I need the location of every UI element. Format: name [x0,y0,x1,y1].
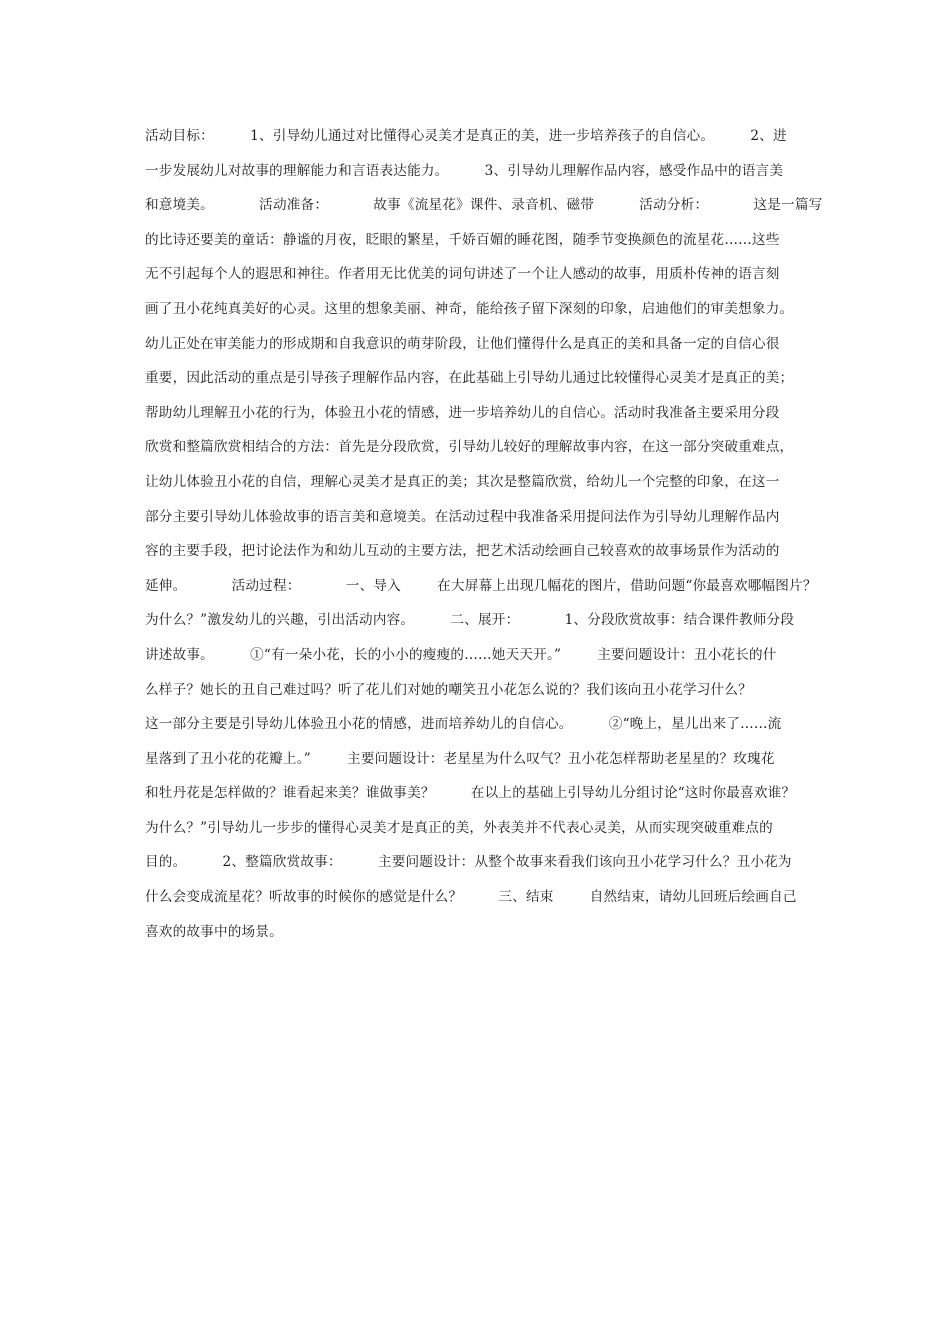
text-line: 帮助幼儿理解丑小花的行为，体验丑小花的情感，进一步培养幼儿的自信心。活动时我准备主要采用分段 [145,404,780,421]
text-line: 喜欢的故事中的场景。 [145,923,283,940]
text-line: 什么会变成流星花？听故事的时候你的感觉是什么？ 三、结束 自然结束，请幼儿回班后绘画自己 [145,889,797,906]
text-line: 这一部分主要是引导幼儿体验丑小花的情感，进而培养幼儿的自信心。 ②“晚上，星儿出来了……流 [145,716,782,733]
text-line: 目的。 2、整篇欣赏故事： 主要问题设计：从整个故事来看我们该向丑小花学习什么？丑小花为 [145,854,792,871]
text-line: 活动目标： 1、引导幼儿通过对比懂得心灵美才是真正的美，进一步培养孩子的自信心。 2、进 [145,128,787,144]
text-line: 重要，因此活动的重点是引导孩子理解作品内容，在此基础上引导幼儿通过比较懂得心灵美才是真正的美； [145,370,794,387]
text-line: 的比诗还要美的童话：静谧的月夜，眨眼的繁星，千娇百媚的睡花图，随季节变换颜色的流星花……这些 [145,231,780,248]
text-line: 么样子？她长的丑自己难过吗？听了花儿们对她的嘲笑丑小花怎么说的？我们该向丑小花学习什么？ [145,681,752,698]
text-line: 部分主要引导幼儿体验故事的语言美和意境美。在活动过程中我准备采用提问法作为引导幼儿理解作品内 [145,508,780,525]
text-line: 星落到了丑小花的花瓣上。” 主要问题设计：老星星为什么叹气？丑小花怎样帮助老星星的？玫瑰花 [145,750,775,767]
text-line: 幼儿正处在审美能力的形成期和自我意识的萌芽阶段，让他们懂得什么是真正的美和具备一定的自信心很 [145,335,780,352]
text-line: 为什么？”引导幼儿一步步的懂得心灵美才是真正的美，外表美并不代表心灵美，从而实现突破重难点的 [145,819,773,836]
text-line: 让幼儿体验丑小花的自信，理解心灵美才是真正的美；其次是整篇欣赏，给幼儿一个完整的印象，在这一 [145,473,780,490]
text-line: 为什么？”激发幼儿的兴趣，引出活动内容。 二、展开： 1、分段欣赏故事：结合课件教师分段 [145,612,795,629]
text-line: 和牡丹花是怎样做的？谁看起来美？谁做事美？ 在以上的基础上引导幼儿分组讨论“这时你最喜欢谁？ [145,785,796,802]
text-line: 无不引起每个人的遐思和神往。作者用无比优美的词句讲述了一个让人感动的故事，用质朴传神的语言刻 [145,266,780,283]
text-line: 延伸。 活动过程： 一、导入 在大屏幕上出现几幅花的图片，借助问题“你最喜欢哪幅图片？ [145,577,817,594]
text-line: 画了丑小花纯真美好的心灵。这里的想象美丽、神奇，能给孩子留下深刻的印象，启迪他们的审美想象力。 [145,300,794,317]
text-line: 容的主要手段，把讨论法作为和幼儿互动的主要方法，把艺术活动绘画自己较喜欢的故事场景作为活动的 [145,543,780,560]
text-line: 讲述故事。 ①“有一朵小花，长的小小的瘦瘦的……她天天开。” 主要问题设计：丑小花长的什 [145,646,777,663]
lesson-plan-text [145,124,825,954]
text-line: 欣赏和整篇欣赏相结合的方法：首先是分段欣赏，引导幼儿较好的理解故事内容，在这一部分突破重难点， [145,439,794,456]
text-line: 和意境美。 活动准备： 故事《流星花》课件、录音机、磁带 活动分析： 这是一篇写 [145,197,823,214]
text-line: 一步发展幼儿对故事的理解能力和言语表达能力。 3、引导幼儿理解作品内容，感受作品中的语言美 [145,162,784,179]
